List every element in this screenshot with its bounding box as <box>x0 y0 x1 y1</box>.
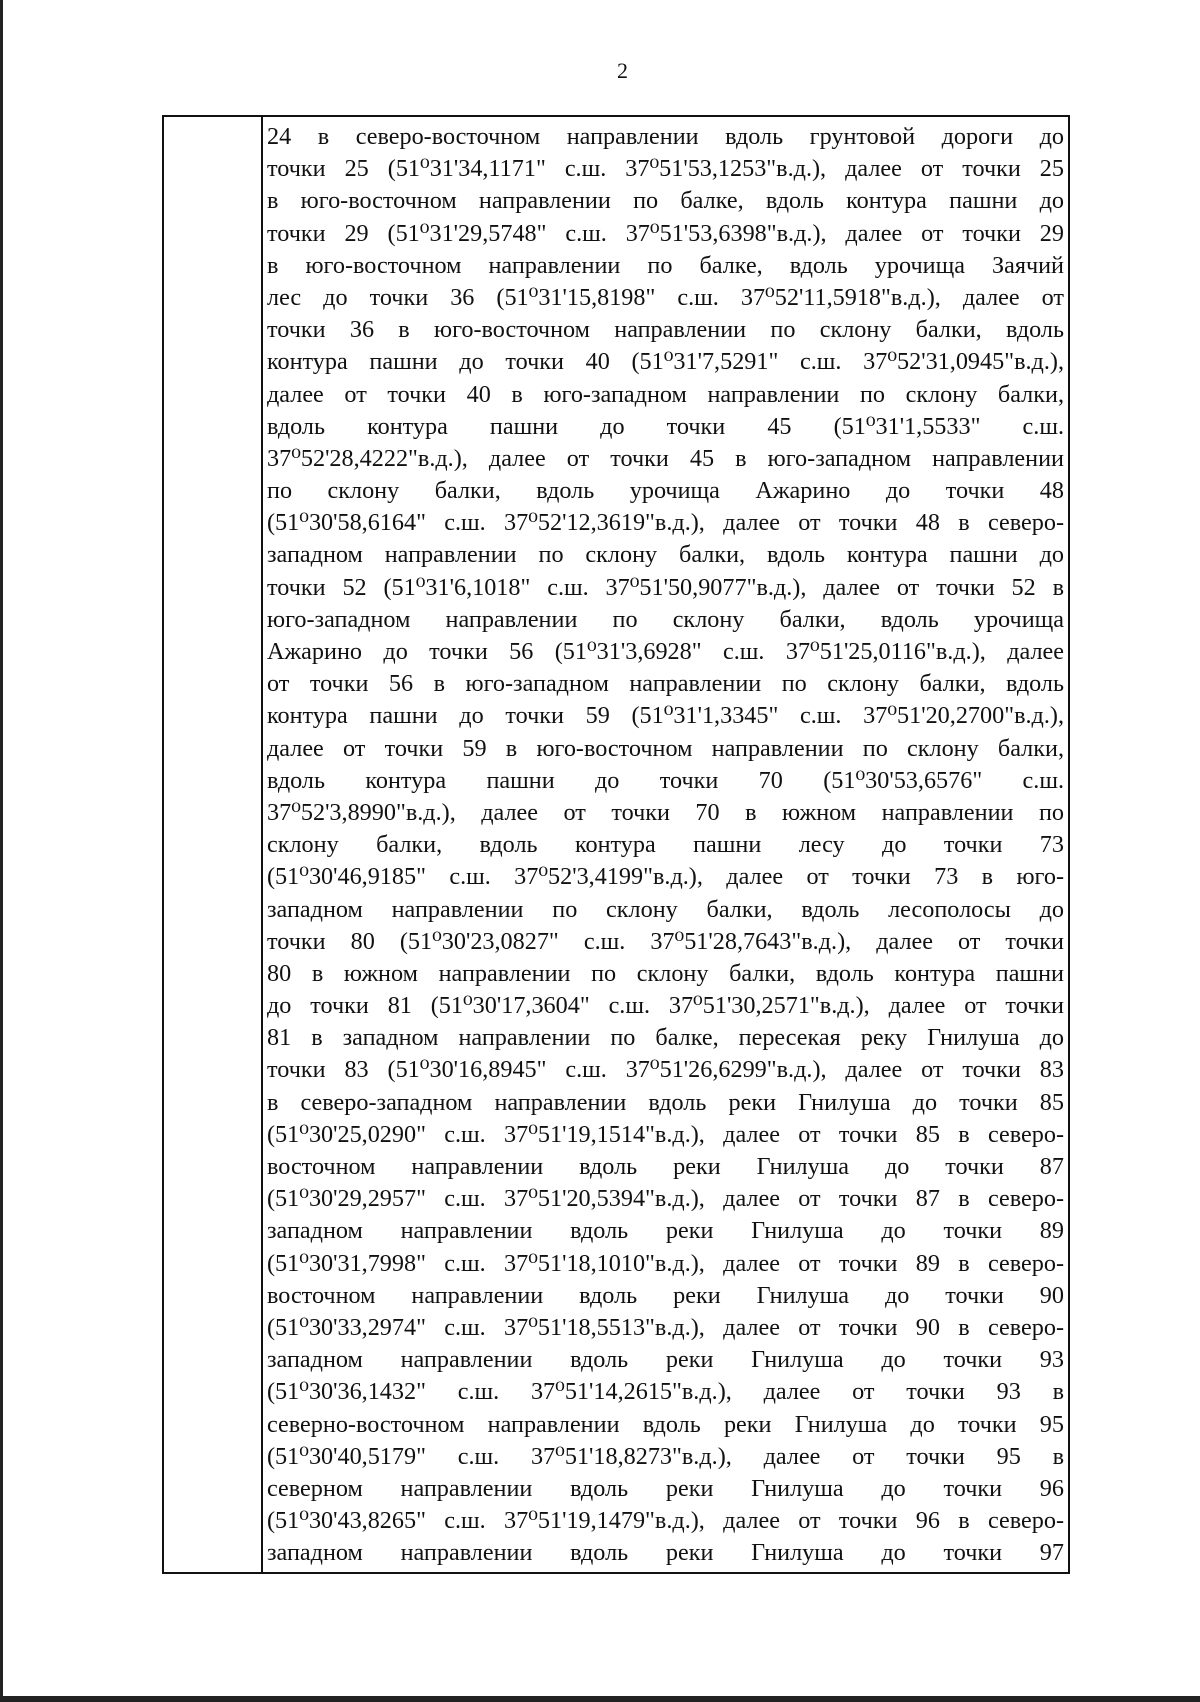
text-line: контура пашни до точки 40 (51⁰31'7,5291" с.ш. 37⁰52'31,0945"в.д.), <box>267 348 1064 376</box>
text-line: точки 52 (51⁰31'6,1018" с.ш. 37⁰51'50,9077"в.д.), далее от точки 52 в <box>267 573 1064 601</box>
text-line: западном направлении по склону балки, вдоль лесополосы до <box>267 895 1064 923</box>
text-line: от точки 56 в юго-западном направлении по склону балки, вдоль <box>267 670 1064 698</box>
page-number: 2 <box>617 58 628 83</box>
text-line: 37⁰52'3,8990"в.д.), далее от точки 70 в южном направлении по <box>267 798 1064 826</box>
text-line: лес до точки 36 (51⁰31'15,8198" с.ш. 37⁰52'11,5918"в.д.), далее от <box>267 283 1064 311</box>
text-line: (51⁰30'29,2957" с.ш. 37⁰51'20,5394"в.д.), далее от точки 87 в северо- <box>267 1185 1064 1213</box>
text-line: точки 29 (51⁰31'29,5748" с.ш. 37⁰51'53,6398"в.д.), далее от точки 29 <box>267 219 1064 247</box>
text-line: точки 80 (51⁰30'23,0827" с.ш. 37⁰51'28,7643"в.д.), далее от точки <box>267 927 1064 955</box>
table-text-cell <box>267 121 1064 1569</box>
text-line: вдоль контура пашни до точки 70 (51⁰30'53,6576" с.ш. <box>267 766 1064 794</box>
text-line: западном направлении вдоль реки Гнилуша до точки 89 <box>267 1217 1064 1245</box>
text-line: далее от точки 40 в юго-западном направлении по склону балки, <box>267 380 1064 408</box>
text-line: (51⁰30'25,0290" с.ш. 37⁰51'19,1514"в.д.), далее от точки 85 в северо- <box>267 1120 1064 1148</box>
scan-bottom-edge <box>0 1696 1200 1702</box>
text-line: (51⁰30'46,9185" с.ш. 37⁰52'3,4199"в.д.), далее от точки 73 в юго- <box>267 863 1064 891</box>
text-line: склону балки, вдоль контура пашни лесу до точки 73 <box>267 831 1064 859</box>
text-line: точки 25 (51⁰31'34,1171" с.ш. 37⁰51'53,1253"в.д.), далее от точки 25 <box>267 155 1064 183</box>
text-line: вдоль контура пашни до точки 45 (51⁰31'1,5533" с.ш. <box>267 412 1064 440</box>
text-line: 37⁰52'28,4222"в.д.), далее от точки 45 в юго-западном направлении <box>267 444 1064 472</box>
text-line: (51⁰30'33,2974" с.ш. 37⁰51'18,5513"в.д.), далее от точки 90 в северо- <box>267 1313 1064 1341</box>
text-line: Ажарино до точки 56 (51⁰31'3,6928" с.ш. 37⁰51'25,0116"в.д.), далее <box>267 638 1064 665</box>
text-line: точки 36 в юго-восточном направлении по склону балки, вдоль <box>267 316 1064 344</box>
text-line: северно-восточном направлении вдоль реки Гнилуша до точки 95 <box>267 1410 1064 1438</box>
text-line: далее от точки 59 в юго-восточном направлении по склону балки, <box>267 734 1064 762</box>
text-line: 24 в северо-восточном направлении вдоль грунтовой дороги до <box>267 123 1064 150</box>
text-line: по склону балки, вдоль урочища Ажарино до точки 48 <box>267 477 1064 505</box>
text-line: западном направлении вдоль реки Гнилуша до точки 97 <box>267 1539 1064 1567</box>
boundary-description-table <box>162 115 1070 1574</box>
text-line: западном направлении по склону балки, вдоль контура пашни до <box>267 541 1064 569</box>
text-line: восточном направлении вдоль реки Гнилуша до точки 87 <box>267 1153 1064 1180</box>
text-line: северном направлении вдоль реки Гнилуша до точки 96 <box>267 1474 1064 1502</box>
text-line: точки 83 (51⁰30'16,8945" с.ш. 37⁰51'26,6299"в.д.), далее от точки 83 <box>267 1056 1064 1084</box>
text-line: в юго-восточном направлении по балке, вдоль урочища Заячий <box>267 251 1064 279</box>
text-line: контура пашни до точки 59 (51⁰31'1,3345" с.ш. 37⁰51'20,2700"в.д.), <box>267 702 1064 730</box>
text-line: (51⁰30'36,1432" с.ш. 37⁰51'14,2615"в.д.), далее от точки 93 в <box>267 1378 1064 1406</box>
text-line: (51⁰30'43,8265" с.ш. 37⁰51'19,1479"в.д.), далее от точки 96 в северо- <box>267 1507 1064 1535</box>
scan-left-edge <box>0 0 3 1702</box>
text-line: (51⁰30'58,6164" с.ш. 37⁰52'12,3619"в.д.), далее от точки 48 в северо- <box>267 509 1064 537</box>
text-line: (51⁰30'31,7998" с.ш. 37⁰51'18,1010"в.д.), далее от точки 89 в северо- <box>267 1249 1064 1277</box>
text-line: (51⁰30'40,5179" с.ш. 37⁰51'18,8273"в.д.), далее от точки 95 в <box>267 1442 1064 1470</box>
text-line: западном направлении вдоль реки Гнилуша до точки 93 <box>267 1346 1064 1374</box>
table-left-cell <box>164 117 263 1572</box>
text-line: 81 в западном направлении по балке, пересекая реку Гнилуша до <box>267 1024 1064 1052</box>
text-line: до точки 81 (51⁰30'17,3604" с.ш. 37⁰51'30,2571"в.д.), далее от точки <box>267 992 1064 1020</box>
text-line: 80 в южном направлении по склону балки, вдоль контура пашни <box>267 959 1064 987</box>
text-line: восточном направлении вдоль реки Гнилуша до точки 90 <box>267 1281 1064 1309</box>
text-line: в северо-западном направлении вдоль реки Гнилуша до точки 85 <box>267 1088 1064 1116</box>
text-line: юго-западном направлении по склону балки, вдоль урочища <box>267 605 1064 633</box>
text-line: в юго-восточном направлении по балке, вдоль контура пашни до <box>267 187 1064 215</box>
